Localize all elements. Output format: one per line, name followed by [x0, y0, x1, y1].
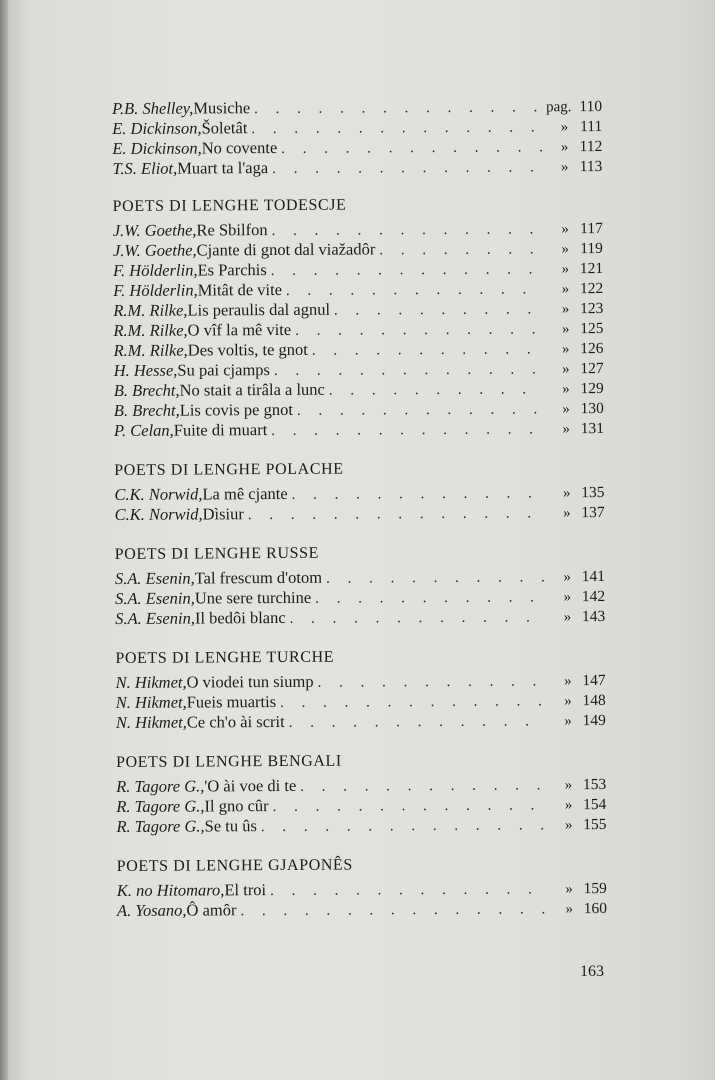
toc-entry: [114, 502, 604, 525]
toc-entry: [113, 258, 603, 281]
entry-title: No stait a tirâla a lunc: [179, 379, 325, 400]
dot-leader: [240, 899, 547, 921]
entry-ref: »: [561, 221, 569, 238]
entry-ref: »: [562, 361, 570, 378]
dot-leader: [379, 239, 543, 260]
entry-title: Muart ta l'aga: [177, 158, 269, 178]
entry-title: Ô amôr: [186, 900, 237, 920]
entry-title: Re Sbilfon: [196, 220, 268, 240]
entry-author: P. Celan,: [113, 420, 174, 440]
section-heading: POETS DI LENGHE GJAPONÊS: [116, 856, 353, 875]
entry-title: O viodei tun siump: [186, 671, 314, 692]
entry-page: 112: [579, 138, 603, 156]
entry-title: Dìsiur: [202, 504, 244, 524]
entry-title: Lis covis pe gnot: [179, 399, 293, 420]
entry-author: H. Hesse,: [113, 360, 178, 380]
dot-leader: [289, 711, 546, 733]
entry-title: Fueis muartis: [186, 692, 277, 712]
entry-author: C.K. Norwid,: [114, 504, 203, 524]
section-heading: POETS DI LENGHE BENGALI: [116, 752, 342, 771]
entry-ref: »: [565, 881, 573, 898]
entry-ref: »: [564, 713, 572, 730]
entry-title: No covente: [201, 137, 278, 158]
entry-author: R. Tagore G.,: [116, 816, 205, 836]
toc-entry: [113, 338, 603, 361]
dot-leader: [318, 671, 546, 692]
entry-ref: »: [561, 301, 570, 318]
toc-entry: [115, 586, 605, 609]
entry-author: A. Yosano,: [116, 900, 187, 920]
entry-author: N. Hikmet,: [115, 692, 187, 712]
entry-ref: »: [563, 589, 572, 606]
entry-author: C.K. Norwid,: [114, 484, 203, 504]
entry-author: R.M. Rilke,: [113, 300, 188, 320]
entry-ref: »: [560, 119, 569, 136]
page-spine-shadow: [0, 0, 8, 1080]
entry-page: 123: [579, 300, 604, 318]
entry-author: N. Hikmet,: [115, 672, 187, 692]
entry-ref: »: [561, 281, 570, 298]
toc-entry: [117, 878, 607, 901]
entry-page: 149: [582, 711, 606, 730]
entry-page: 117: [580, 220, 603, 238]
entry-page: 122: [579, 280, 604, 298]
entry-page: 131: [580, 420, 605, 438]
dot-leader: [270, 879, 547, 901]
entry-title: O vîf la mê vite: [187, 319, 292, 340]
toc-entry: [116, 670, 606, 693]
dot-leader: [312, 339, 544, 360]
entry-ref: »: [561, 321, 570, 338]
entry-author: F. Hölderlin,: [113, 280, 198, 300]
entry-ref: »: [560, 139, 569, 156]
toc-entry: [116, 710, 606, 733]
entry-author: T.S. Eliot,: [112, 158, 178, 178]
entry-title: Lis peraulis dal agnul: [187, 299, 331, 320]
entry-page: 125: [580, 320, 604, 338]
entry-title: Cjante di gnot dal viažadôr: [196, 239, 376, 260]
dot-leader: [274, 359, 544, 381]
dot-leader: [272, 157, 542, 179]
dot-leader: [334, 299, 543, 320]
dot-leader: [297, 399, 544, 421]
dot-leader: [329, 379, 544, 400]
toc-entry: [113, 238, 603, 261]
dot-leader: [326, 567, 545, 588]
toc-entry: [113, 298, 603, 321]
toc-entry: [117, 898, 607, 921]
entry-author: J.W. Goethe,: [112, 220, 197, 240]
toc-entry: [116, 690, 606, 713]
entry-page: 141: [581, 567, 605, 586]
toc-section-russian: [115, 542, 606, 629]
entry-page: 155: [583, 815, 607, 834]
entry-page: 154: [583, 795, 607, 814]
toc-entry: [113, 278, 603, 301]
entry-ref: »: [562, 381, 570, 398]
toc-section-japanese: [117, 854, 607, 921]
entry-title: Tal frescum d'otom: [194, 567, 323, 588]
entry-title: Su pai cjamps: [177, 360, 270, 380]
dot-leader: [254, 97, 542, 119]
toc-entry: [112, 116, 602, 139]
entry-author: R.M. Rilke,: [113, 320, 188, 340]
entry-ref: »: [562, 421, 571, 438]
section-heading: POETS DI LENGHE TURCHE: [115, 648, 335, 667]
table-of-contents: [112, 96, 607, 921]
toc-entry: [115, 606, 605, 629]
entry-author: S.A. Esenin,: [114, 588, 195, 608]
entry-title: Une sere turchine: [194, 587, 312, 608]
toc-entry: [114, 398, 604, 421]
entry-author: F. Hölderlin,: [112, 260, 198, 280]
entry-title: Il bedôi blanc: [194, 607, 286, 628]
entry-title: Šoletât: [201, 118, 248, 138]
entry-ref: »: [563, 569, 571, 586]
entry-ref: »: [560, 159, 569, 176]
entry-title: Fuite di muart: [173, 420, 268, 440]
dot-leader: [315, 587, 545, 608]
entry-author: R. Tagore G.,: [116, 776, 205, 796]
entry-title: Es Parchis: [197, 260, 267, 280]
entry-title: Se tu ûs: [204, 816, 257, 836]
entry-page: 159: [583, 879, 607, 898]
page-number: 163: [580, 963, 604, 980]
toc-section-german: [113, 194, 604, 441]
entry-title: El troi: [224, 880, 267, 900]
entry-author: B. Brecht,: [113, 380, 180, 400]
entry-author: N. Hikmet,: [115, 712, 187, 732]
entry-page: 110: [579, 98, 603, 116]
entry-page: 147: [582, 671, 606, 690]
entry-title: Ce ch'o ài scrit: [186, 711, 285, 732]
dot-leader: [280, 691, 546, 713]
entry-ref: »: [564, 673, 572, 690]
toc-section-polish: [114, 458, 604, 525]
entry-ref: »: [563, 609, 572, 626]
entry-page: 130: [580, 400, 604, 418]
dot-leader: [248, 503, 545, 525]
entry-author: E. Dickinson,: [112, 138, 202, 158]
dot-leader: [273, 795, 547, 817]
entry-page: 129: [580, 380, 604, 398]
toc-entry: [115, 566, 605, 589]
entry-author: R.M. Rilke,: [113, 340, 188, 360]
entry-ref: »: [564, 693, 572, 710]
entry-page: 113: [579, 158, 603, 176]
entry-page: 135: [581, 483, 605, 502]
entry-ref: »: [561, 261, 570, 278]
entry-author: P.B. Shelley,: [112, 98, 194, 118]
dot-leader: [290, 607, 546, 629]
entry-title: Musiche: [193, 98, 251, 118]
entry-ref: »: [561, 241, 569, 258]
entry-page: 121: [579, 260, 604, 278]
toc-section-turkish: [115, 646, 606, 733]
toc-entry: [113, 218, 603, 241]
toc-section-bengali: [116, 750, 607, 837]
toc-entry: [114, 358, 604, 381]
toc-entry: [112, 136, 602, 159]
entry-title: Il gno cûr: [204, 796, 269, 816]
entry-ref: »: [564, 797, 573, 814]
entry-title: Mitât de vite: [197, 279, 283, 300]
entry-author: S.A. Esenin,: [115, 608, 195, 628]
toc-section-english: [112, 96, 602, 179]
entry-page: 111: [580, 118, 603, 136]
entry-page: 148: [582, 691, 606, 710]
toc-entry: [116, 814, 606, 837]
entry-ref: »: [562, 401, 570, 418]
entry-page: 126: [580, 340, 604, 358]
toc-entry: [114, 482, 604, 505]
entry-title: 'O ài voe di te: [204, 775, 297, 796]
dot-leader: [251, 117, 542, 139]
entry-ref: »: [561, 341, 570, 358]
entry-ref: »: [564, 777, 573, 794]
entry-author: S.A. Esenin,: [114, 568, 195, 588]
dot-leader: [281, 137, 542, 159]
dot-leader: [271, 219, 542, 241]
dot-leader: [271, 419, 544, 441]
toc-entry: [113, 318, 603, 341]
entry-author: E. Dickinson,: [112, 118, 202, 138]
entry-author: K. no Hitomaro,: [116, 880, 225, 900]
section-heading: POETS DI LENGHE RUSSE: [114, 544, 320, 563]
dot-leader: [300, 775, 546, 797]
entry-page: 119: [580, 240, 603, 258]
entry-ref: pag.: [546, 99, 572, 116]
entry-author: R. Tagore G.,: [116, 796, 205, 816]
entry-author: J.W. Goethe,: [112, 240, 197, 260]
entry-page: 142: [581, 587, 606, 606]
dot-leader: [261, 815, 547, 837]
toc-entry: [116, 794, 606, 817]
entry-page: 153: [582, 775, 607, 794]
toc-entry: [112, 156, 602, 179]
toc-entry: [114, 418, 604, 441]
dot-leader: [271, 259, 543, 281]
entry-author: B. Brecht,: [113, 400, 180, 420]
entry-title: La mê cjante: [202, 483, 288, 504]
dot-leader: [292, 483, 545, 505]
entry-page: 143: [581, 607, 606, 626]
entry-page: 127: [580, 360, 604, 378]
toc-entry: [112, 96, 602, 119]
entry-ref: »: [562, 485, 571, 502]
entry-page: 137: [581, 503, 605, 522]
toc-entry: [114, 378, 604, 401]
toc-entry: [116, 774, 606, 797]
dot-leader: [286, 279, 543, 301]
entry-ref: »: [564, 817, 573, 834]
section-heading: POETS DI LENGHE TODESCJE: [112, 196, 347, 215]
entry-ref: »: [562, 505, 571, 522]
entry-title: Des voltis, te gnot: [187, 339, 308, 360]
dot-leader: [295, 319, 543, 341]
section-heading: POETS DI LENGHE POLACHE: [114, 460, 344, 479]
entry-page: 160: [583, 899, 608, 918]
entry-ref: »: [565, 901, 574, 918]
